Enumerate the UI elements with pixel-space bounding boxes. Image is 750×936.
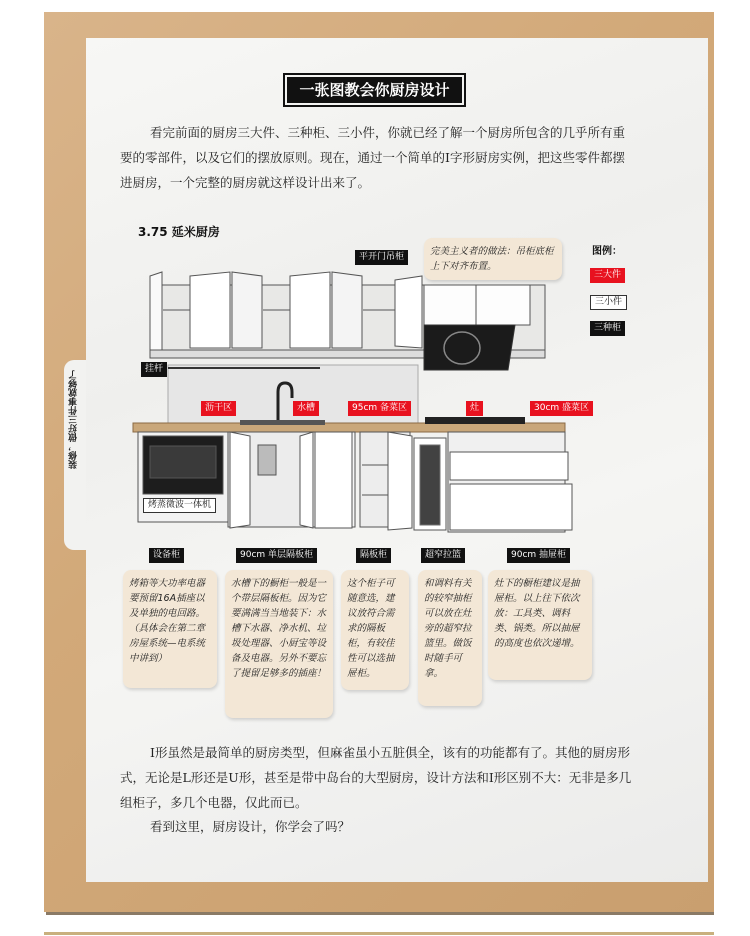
label-appliance-cabinet: 设备柜 xyxy=(149,548,184,563)
label-sink: 水槽 xyxy=(293,401,319,416)
board-shadow xyxy=(46,912,714,915)
note-narrow-basket: 和调料有关的较窄抽柜可以放在灶旁的超窄拉篮里。做饭时随手可拿。 xyxy=(418,570,482,706)
countertop xyxy=(133,423,565,432)
range-hood xyxy=(424,325,515,370)
base-cabinets xyxy=(138,432,572,532)
bottom-rule xyxy=(44,932,714,935)
intro-paragraph: 看完前面的厨房三大件、三种柜、三小件，你就已经了解一个厨房所包含的几乎所有重要的零部件，以及它们的摆放原则。现在，通过一个简单的I字形厨房实例，把这些零件都摆进厨房，一个完整的厨房就这样设计出来了。 xyxy=(120,125,626,190)
label-oven: 烤蒸微波一体机 xyxy=(143,498,216,513)
label-single-shelf: 90cm 单层隔板柜 xyxy=(236,548,317,563)
label-narrow-basket: 超窄拉篮 xyxy=(421,548,465,563)
label-stove: 灶 xyxy=(466,401,483,416)
paragraph-3: 看到这里，厨房设计，你学会了吗？ xyxy=(150,819,351,834)
legend-item-major: 三大件 xyxy=(590,268,625,283)
paragraph-2: I形虽然是最简单的厨房类型，但麻雀虽小五脏俱全，该有的功能都有了。其他的厨房形式，无论是L形还是U形，甚至是带中岛台的大型厨房，设计方法和I形区别不大：无非是多几组柜子，多几个电器，仅此而已。 xyxy=(120,745,632,810)
label-hanging-rod: 挂杆 xyxy=(141,362,167,377)
label-prep-area: 95cm 备菜区 xyxy=(348,401,411,416)
label-drawer-cabinet: 90cm 抽屉柜 xyxy=(507,548,570,563)
note-top: 完美主义者的做法：吊柜底柜上下对齐布置。 xyxy=(424,238,562,280)
note-drawer-cabinet: 灶下的橱柜建议是抽屉柜。以上往下依次放：工具类、调料类、锅类。所以抽屉的高度也依次递增。 xyxy=(488,570,592,680)
legend-item-cabinet: 三种柜 xyxy=(590,321,625,336)
label-shelf-cabinet: 隔板柜 xyxy=(356,548,391,563)
label-serving-area: 30cm 盛菜区 xyxy=(530,401,593,416)
section-title: 3.75 延米厨房 xyxy=(138,225,220,239)
stovetop xyxy=(425,417,525,424)
legend-item-minor: 三小件 xyxy=(590,295,627,310)
label-drain-area: 沥干区 xyxy=(201,401,236,416)
legend-title: 图例： xyxy=(592,246,622,257)
sink-basin xyxy=(240,420,325,425)
page-title: 一张图教会你厨房设计 xyxy=(287,77,462,103)
side-tab-label: 装修，做好三件事就够了 xyxy=(69,370,79,469)
label-top-cabinet: 平开门吊柜 xyxy=(355,250,408,265)
note-sink-cabinet: 水槽下的橱柜一般是一个带层隔板柜。因为它要满满当当地装下：水槽下水器、净水机、垃圾处理器、小厨宝等设备及电器。另外不要忘了提留足够多的插座！ xyxy=(225,570,333,718)
note-oven: 烤箱等大功率电器要预留16A插座以及单独的电回路。（具体会在第二章房屋系统—电系统中讲到） xyxy=(123,570,217,688)
note-shelf-cabinet: 这个柜子可随意选，建议放符合需求的隔板柜，有较佳性可以选抽屉柜。 xyxy=(341,570,409,690)
